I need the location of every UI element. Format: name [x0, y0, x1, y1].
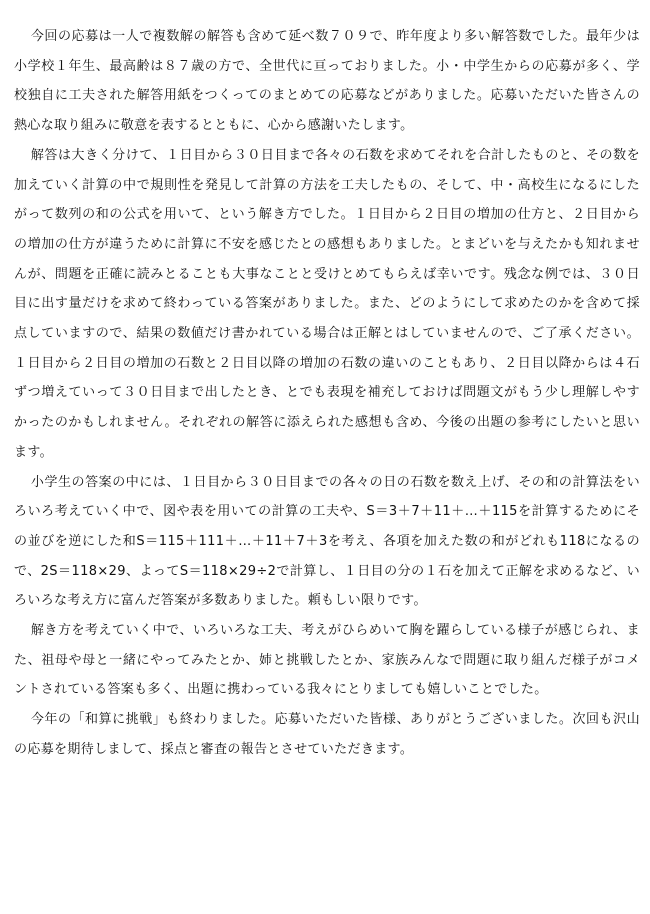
paragraph-solution-methods: 解答は大きく分けて、１日目から３０日目まで各々の石数を求めてそれを合計したものと、その数を加えていく計算の中で規則性を発見して計算の方法を工夫したもの、そして、中・高校生になるにしたがって数列の和の公式を用いて、という解き方でした。１日目から２日目の増加の仕方と、２日目からの増加の仕方が違うために計算に不安を感じたとの感想もありました。とまどいを与えたかも知れませんが、問題を正確に読みとることも大事なことと受けとめてもらえば幸いです。残念な例では、３０日目に出す量だけを求めて終わっている答案がありました。また、どのようにして求めたのかを含めて採点していますので、結果の数値だけ書かれている場合は正解とはしていませんので、ご了承ください。１日目から２日目の増加の石数と２日目以降の増加の石数の違いのこともあり、２日目以降からは４石ずつ増えていって３０日目まで出したとき、とでも表現を補充しておけば問題文がもう少し理解しやすかったのかもしれません。それぞれの解答に添えられた感想も含め、今後の出題の参考にしたいと思います。 [14, 147, 640, 460]
paragraph-elementary-answers: 小学生の答案の中には、１日目から３０日目までの各々の日の石数を数え上げ、その和の計算法をいろいろ考えていく中で、図や表を用いての計算の工夫や、S＝3＋7＋11＋…＋115を計算するためにその並びを逆にした和S＝115＋111＋…＋11＋7＋3を考え、各項を加えた数の和がどれも118になるので、2S＝118×29、よってS＝118×29÷2で計算し、１日目の分の１石を加えて正解を求めるなど、いろいろな考え方に富んだ答案が多数ありました。頼もしい限りです。 [14, 474, 640, 609]
report-document [14, 22, 640, 765]
paragraph-closing: 今年の「和算に挑戦」も終わりました。応募いただいた皆様、ありがとうございました。次回も沢山の応募を期待しまして、採点と審査の報告とさせていただきます。 [14, 712, 640, 757]
paragraph-family-comments: 解き方を考えていく中で、いろいろな工夫、考えがひらめいて胸を躍らしている様子が感じられ、また、祖母や母と一緒にやってみたとか、姉と挑戦したとか、家族みんなで問題に取り組んだ様子がコメントされている答案も多く、出題に携わっている我々にとりましても嬉しいことでした。 [14, 623, 640, 698]
paragraph-submission-summary: 今回の応募は一人で複数解の解答も含めて延べ数７０９で、昨年度より多い解答数でした。最年少は小学校１年生、最高齢は８７歳の方で、全世代に亘っておりました。小・中学生からの応募が多く、学校独自に工夫された解答用紙をつくってのまとめての応募などがありました。応募いただいた皆さんの熱心な取り組みに敬意を表するとともに、心から感謝いたします。 [14, 29, 640, 134]
